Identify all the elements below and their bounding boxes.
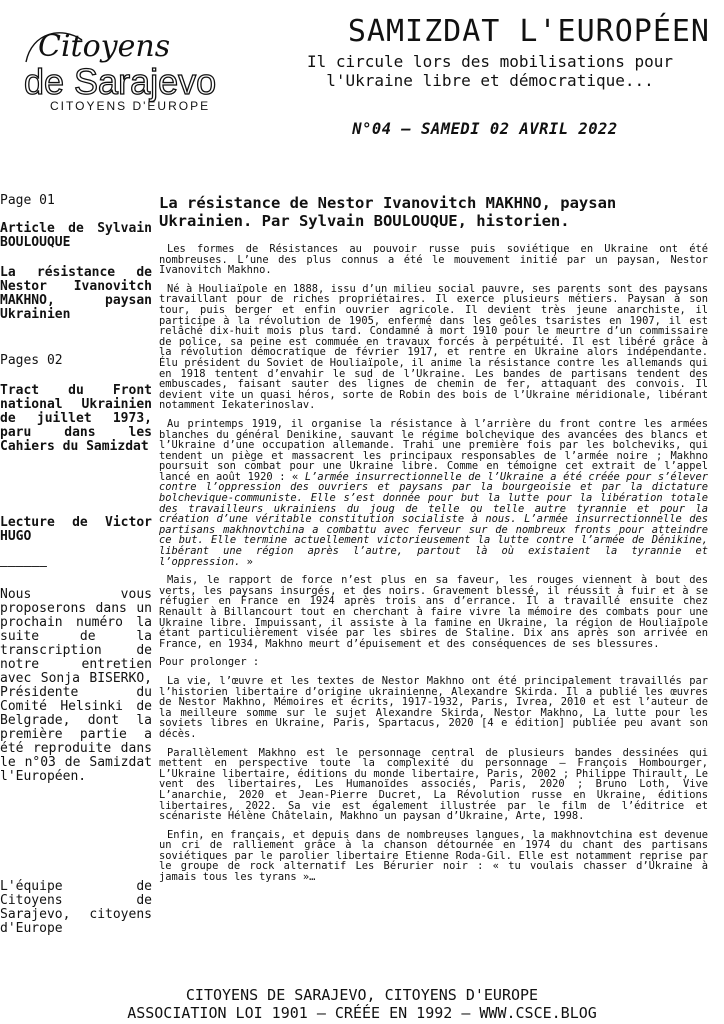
article-paragraph: Enfin, en français, et depuis dans de nombreuses langues, la makhnovtchina est devenue un cri de ralliement grâce à la chanson détournée en 1974 du chant des partisans soviétiques par le parolier libertaire Etienne Roda-Gil. Elle est notamment reprise par le groupe de rock alternatif Les Bérurier noir : « tu voulais chasser d’Ukraine à jamais tous les tyrans »… (159, 828, 708, 884)
sidebar-page-1: Page 01 (0, 193, 55, 208)
quote-close: » (246, 555, 253, 568)
logo-graphic (22, 22, 248, 118)
issue-number-date: N°04 – SAMEDI 02 AVRIL 2022 (352, 120, 618, 138)
sidebar-article-title: La résistance de Nestor Ivanovitch MAKHNO, paysan Ukrainien (0, 265, 152, 322)
subtitle-line-1: Il circule lors des mobilisations pour (306, 52, 674, 71)
article-paragraph: Parallèlement Makhno est le personnage central de plusieurs bandes dessinées qui mettent en perspective toute la complexité du personnage – François Hombourger, L’Ukraine libertaire, éditions du monde libertaire, Paris, 2002 ; Philippe Thirault, Le vent des libertaires, Les Humanoïdes associés, Paris, 2020 ; Bruno Loth, Vive L’anarchie, 2020 et Jean-Pierre Ducret, La Révolution russe en Ukraine, éditions libertaires, 2022. Sa vie est également illustrée par le film de l’éditrice et scénariste Hélène Châtelain, Makhno un paysan d’Ukraine, Arte, 1998. (159, 746, 708, 823)
article-paragraph: Les formes de Résistances au pouvoir russe puis soviétique en Ukraine ont été nombreuses. L’une des plus connus a été le mouvement initié par un paysan, Nestor Ivanovitch Makhno. (159, 243, 708, 277)
article-paragraph: Né à Houliaïpole en 1888, issu d’un milieu social pauvre, ses parents sont des paysans travaillant pour de riches propriétaires. Il exerce plusieurs métiers. Paysan à son tour, puis berger et enfin ouvrier agricole. Il devient très jeune anarchiste, il participe à la révolution de 1905, enfermé dans les geôles tsaristes en 1907, il est relâché dix-huit mois plus tard. Condamné à mort 1910 pour le meurtre d’un commissaire de police, sa peine est commuée en travaux forcés à perpétuité. Il est libéré grâce à la révolution démocratique de février 1917, et rentre en Ukraine alors indépendante. Élu président du Soviet de Houliaïpole, il anime la résistance contre les allemands qui en 1918 tentent d’envahir le sud de l’Ukraine. Les bandes de partisans tendent des embuscades, faisant sauter des lignes de chemin de fer, attaquant des convois. Il devient vite un quasi héros, sorte de Robin des bois de l’Ukraine méridionale, libérant notamment Iekaterinoslav. (159, 282, 708, 412)
sidebar-tract: Tract du Front national Ukrainien de juillet 1973, paru dans les Cahiers du Samizdat (0, 383, 152, 454)
article-paragraph-with-quote (159, 419, 708, 567)
footer-line-2: ASSOCIATION LOI 1901 – CRÉÉE EN 1992 – WWW.CSCE.BLOG (127, 1004, 597, 1022)
page-footer (0, 986, 724, 1022)
subtitle-line-2: l'Ukraine libre et démocratique... (326, 71, 654, 90)
association-logo (22, 22, 248, 118)
sidebar-separator: —————— (0, 559, 47, 574)
article-body (159, 244, 708, 891)
article-paragraph: Mais, le rapport de force n’est plus en sa faveur, les rouges viennent à bout des verts, les paysans insurgés, et des noirs. Gravement blessé, il réussit à fuir et à se réfugier en France en 1924 après trois ans d’errance. Il a travaillé ensuite chez Renault à Billancourt tout en cherchant à faire vivre la mémoire des combats pour une Ukraine libre. Impuissant, il assiste à la famine en Ukraine, la région de Houliaïpole étant particulièrement visée par les sbires de Staline. Dix ans après son arrivée en France, en 1934, Makhno meurt d’épuisement et des conséquences de ses blessures. (159, 574, 708, 650)
footer-line-1: CITOYENS DE SARAJEVO, CITOYENS D'EUROPE (185, 986, 539, 1004)
logo-line-citoyens: Citoyens (38, 29, 171, 64)
sidebar-page-2: Pages 02 (0, 353, 63, 368)
logo-line-sarajevo: de Sarajevo (24, 61, 217, 102)
makhno-appeal-quote: L’armée insurrectionnelle de l’Ukraine a été créée pour s’élever contre l’oppression des ouvriers et paysans par la bourgeoisie et par la dictature bolchevique-communiste. Elle s’est donnée pour but la lutte pour la libération totale des travailleurs ukrainiens du joug de telle ou telle autre tyrannie et pour la création d’une véritable constitution socialiste à nous. L’armée insurrectionnelle des partisans makhnovtchina a combattu avec ferveur sur de nombreux fronts pour atteindre ce but. Elle termine actuellement victorieusement la lutte contre l’armée de Dénikine, libérant une région après l’autre, partout là où existaient la tyrannie et l’oppression. (159, 470, 708, 568)
further-reading-heading: Pour prolonger : (159, 656, 260, 669)
logo-line-europe: CITOYENS D'EUROPE (50, 99, 211, 113)
newsletter-title: SAMIZDAT L'EUROPÉEN (347, 14, 710, 49)
article-paragraph: La vie, l’œuvre et les textes de Nestor Makhno ont été principalement travaillés par l’historien libertaire d’origine ukrainienne, Alexandre Skirda. Il a publié les œuvres de Nestor Makhno, Mémoires et écrits, 1917-1932, Paris, Ivrea, 2010 et est l’auteur de la meilleure somme sur le sujet Alexandre Skirda, Nestor Makhno, La lutte pour les soviets libres en Ukraine, Paris, Spartacus, 2020 [4 e édition] publiée peu avant son décès. (159, 674, 708, 740)
newsletter-subtitle (270, 52, 710, 90)
article-title: La résistance de Nestor Ivanovitch MAKHNO, paysan Ukrainien. Par Sylvain BOULOUQUE, historien. (159, 194, 617, 230)
sidebar-signature: L'équipe de Citoyens de Sarajevo, citoyens d'Europe (0, 879, 152, 936)
sidebar-lecture: Lecture de Victor HUGO (0, 515, 152, 544)
sidebar-article-author: Article de Sylvain BOULOUQUE (0, 221, 152, 250)
paragraph-text: Au printemps 1919, il organise la résistance à l’arrière du front contre les armées blanches du général Denikine, sauvant le régime bolchevique des avancées des blancs et l’Ukraine d’une occupation allemande. Trahi une première fois par les bolcheviks, qui tendent un piège et massacrent les principaux responsables de l’armée noire ; Makhno poursuit son combat pour une Ukraine libre. Comme en témoigne cet extrait de l’appel lancé en août 1920 : « (159, 417, 708, 483)
sidebar-editorial-note: Nous vous proposerons dans un prochain numéro la suite de la transcription de notre entretien avec Sonja BISERKO, Présidente du Comité Helsinki de Belgrade, dont la première partie a été reproduite dans le n°03 de Samizdat l'Européen. (0, 587, 152, 784)
